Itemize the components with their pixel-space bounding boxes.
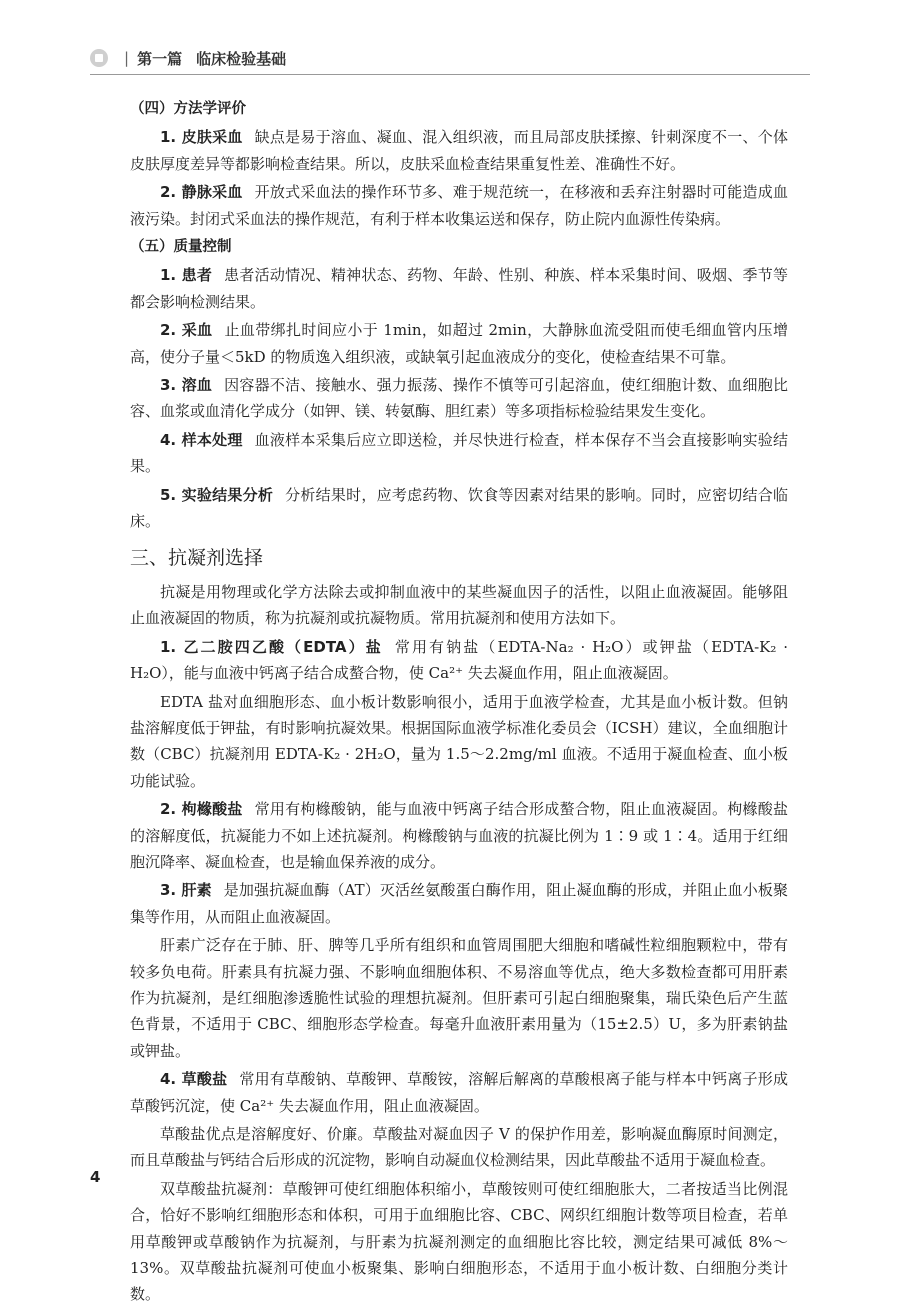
item-text: 常用有草酸钠、草酸钾、草酸铵，溶解后解离的草酸根离子能与样本中钙离子形成草酸钙沉淀，使 Ca²⁺ 失去凝血作用，阻止血液凝固。 [130, 1070, 789, 1115]
item-text: 常用有枸橼酸钠，能与血液中钙离子结合形成螯合物，阻止血液凝固。枸橼酸盐的溶解度低，抗凝能力不如上述抗凝剂。枸橼酸钠与血液的抗凝比例为 1∶9 或 1∶4。适用于红细胞沉降率、凝血检查，也是输血保养液的成分。 [130, 800, 788, 871]
item-term: 3. 溶血 [160, 376, 213, 395]
item-text: 因容器不洁、接触水、强力振荡、操作不慎等可引起溶血，使红细胞计数、血细胞比容、血浆或血清化学成分（如钾、镁、转氨酶、胆红素）等多项指标检验结果发生变化。 [130, 376, 788, 421]
item-text: 止血带绑扎时间应小于 1min，如超过 2min，大静脉血流受阻而使毛细血管内压增高，使分子量＜5kD 的物质逸入组织液，或缺氧引起血液成分的变化，使检查结果不可靠。 [130, 321, 788, 366]
item-term: 2. 采血 [160, 321, 213, 340]
page-content [130, 96, 788, 1310]
list-item [130, 317, 788, 370]
item-text: 患者活动情况、精神状态、药物、年龄、性别、种族、样本采集时间、吸烟、季节等都会影响检测结果。 [130, 266, 788, 311]
item-term: 2. 静脉采血 [160, 183, 243, 202]
header-section: 临床检验基础 [196, 49, 287, 68]
item-text: 缺点是易于溶血、凝血、混入组织液，而且局部皮肤揉擦、针刺深度不一、个体皮肤厚度差异等都影响检查结果。所以，皮肤采血检查结果重复性差、准确性不好。 [130, 128, 788, 173]
paragraph: 草酸盐优点是溶解度好、价廉。草酸盐对凝血因子 Ⅴ 的保护作用差，影响凝血酶原时间测定，而且草酸盐与钙结合后形成的沉淀物，影响自动凝血仪检测结果，因此草酸盐不适用于凝血检查。 [130, 1125, 788, 1170]
subsection-title: （四）方法学评价 [130, 101, 246, 117]
list-item [130, 634, 788, 687]
item-term: 4. 样本处理 [160, 430, 243, 449]
header-part: 第一篇 [137, 49, 183, 68]
header-separator: | [124, 49, 130, 67]
paragraph: 双草酸盐抗凝剂：草酸钾可使红细胞体积缩小，草酸铵则可使红细胞胀大，二者按适当比例混合，恰好不影响红细胞形态和体积，可用于血细胞比容、CBC、网织红细胞计数等项目检查，若单用草酸钾或草酸钠作为抗凝剂，与肝素为抗凝剂测定的血细胞比容比较，测定结果可减低 8%～13%。双草酸盐抗凝剂可使血小板聚集、影响白细胞形态，不适用于血小板计数、白细胞分类计数。 [130, 1179, 788, 1304]
list-item [130, 482, 788, 535]
subsection-title: （五）质量控制 [130, 239, 232, 256]
item-term: 5. 实验结果分析 [160, 485, 274, 504]
item-text: 血液样本采集后应立即送检，并尽快进行检查，样本保存不当会直接影响实验结果。 [130, 430, 788, 476]
item-term: 2. 枸橼酸盐 [160, 800, 243, 819]
item-text: 常用有钠盐（EDTA-Na₂ · H₂O）或钾盐（EDTA-K₂ · H₂O），能与血液中钙离子结合成螯合物，使 Ca²⁺ 失去凝血作用，阻止血液凝固。 [130, 637, 788, 683]
running-header [90, 44, 810, 72]
book-icon [90, 49, 108, 67]
list-item [130, 262, 788, 315]
list-item [130, 1066, 788, 1119]
list-item [130, 796, 788, 875]
item-text: 开放式采血法的操作环节多、难于规范统一，在移液和丢弃注射器时可能造成血液污染。封闭式采血法的操作规范，有利于样本收集运送和保存，防止院内血源性传染病。 [130, 183, 788, 228]
item-text: 是加强抗凝血酶（AT）灭活丝氨酸蛋白酶作用，阻止凝血酶的形成，并阻止血小板聚集等作用，从而阻止血液凝固。 [130, 881, 788, 926]
paragraph: EDTA 盐对血细胞形态、血小板计数影响很小，适用于血液学检查，尤其是血小板计数。但钠盐溶解度低于钾盐，有时影响抗凝效果。根据国际血液学标准化委员会（ICSH）建议，全血细胞计数（CBC）抗凝剂用 EDTA-K₂ · 2H₂O，量为 1.5～2.2mg/ml 血液。不适用于凝血检查、血小板功能试验。 [130, 692, 788, 790]
paragraph: 肝素广泛存在于肺、肝、脾等几乎所有组织和血管周围肥大细胞和嗜碱性粒细胞颗粒中，带有较多负电荷。肝素具有抗凝力强、不影响血细胞体积、不易溶血等优点，绝大多数检查都可用肝素作为抗凝剂，是红细胞渗透脆性试验的理想抗凝剂。但肝素可引起白细胞聚集，瑞氏染色后产生蓝色背景，不适用于 CBC、细胞形态学检查。每毫升血液肝素用量为（15±2.5）U，多为肝素钠盐或钾盐。 [130, 936, 788, 1060]
page-number: 4 [90, 1168, 101, 1186]
item-text: 分析结果时，应考虑药物、饮食等因素对结果的影响。同时，应密切结合临床。 [130, 485, 788, 531]
header-rule [90, 74, 810, 75]
item-term: 1. 患者 [160, 266, 213, 285]
item-term: 4. 草酸盐 [160, 1070, 228, 1089]
section-heading: 三、抗凝剂选择 [130, 546, 264, 569]
list-item [130, 427, 788, 480]
paragraph: 抗凝是用物理或化学方法除去或抑制血液中的某些凝血因子的活性，以阻止血液凝固。能够阻止血液凝固的物质，称为抗凝剂或抗凝物质。常用抗凝剂和使用方法如下。 [130, 582, 788, 628]
list-item [130, 877, 788, 930]
list-item [130, 179, 788, 232]
item-term: 1. 乙二胺四乙酸（EDTA）盐 [160, 637, 383, 656]
list-item [130, 372, 788, 425]
item-term: 1. 皮肤采血 [160, 128, 243, 147]
list-item [130, 124, 788, 177]
item-term: 3. 肝素 [160, 881, 212, 900]
